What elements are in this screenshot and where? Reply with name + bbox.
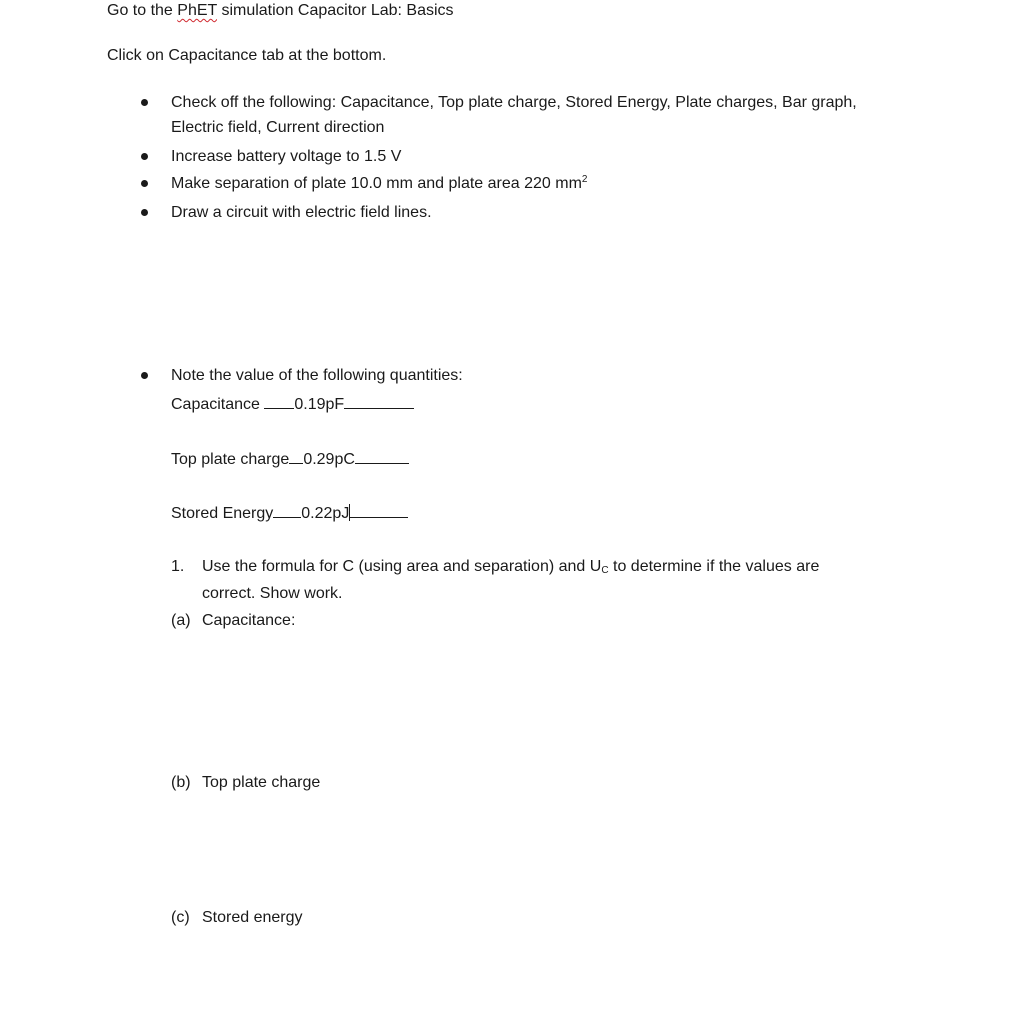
separation-text: Make separation of plate 10.0 mm and plate area 220 mm bbox=[171, 175, 582, 192]
part-b-label: (b) bbox=[171, 774, 191, 791]
bullet-voltage: Increase battery voltage to 1.5 V bbox=[171, 148, 402, 165]
instruction-text: Click on Capacitance tab at the bottom. bbox=[107, 47, 387, 64]
capacitance-row bbox=[171, 393, 414, 415]
bullet-dot bbox=[141, 99, 148, 106]
bullet-checklist-line1: Check off the following: Capacitance, Top plate charge, Stored Energy, Plate charges, Bar graph, bbox=[171, 94, 857, 111]
capacitance-label: Capacitance bbox=[171, 396, 265, 413]
blank-line bbox=[350, 502, 408, 518]
bullet-dot bbox=[141, 372, 148, 379]
part-c-label: (c) bbox=[171, 909, 190, 926]
part-c-text: Stored energy bbox=[202, 909, 303, 926]
title-prefix: Go to the bbox=[107, 2, 178, 19]
blank-line bbox=[344, 393, 414, 409]
page-title bbox=[107, 1, 454, 21]
part-a-text: Capacitance: bbox=[202, 612, 296, 629]
bullet-draw-circuit: Draw a circuit with electric field lines. bbox=[171, 204, 432, 221]
question-text-b: to determine if the values are bbox=[608, 558, 820, 575]
part-b-text: Top plate charge bbox=[202, 774, 321, 791]
blank-line bbox=[289, 448, 303, 464]
energy-row bbox=[171, 502, 408, 524]
uc-subscript: C bbox=[601, 565, 609, 576]
bullet-dot bbox=[141, 153, 148, 160]
question-line1 bbox=[202, 557, 819, 577]
bullet-dot bbox=[141, 180, 148, 187]
question-number: 1. bbox=[171, 558, 185, 575]
blank-line bbox=[264, 393, 294, 409]
phet-word: PhET bbox=[177, 2, 217, 19]
bullet-separation bbox=[171, 174, 587, 194]
blank-line bbox=[355, 448, 409, 464]
top-charge-row bbox=[171, 448, 409, 470]
energy-label: Stored Energy bbox=[171, 505, 274, 522]
question-text-a: Use the formula for C (using area and separation) and U bbox=[202, 558, 602, 575]
bullet-note-values: Note the value of the following quantities: bbox=[171, 367, 463, 384]
bullet-dot bbox=[141, 209, 148, 216]
top-charge-label: Top plate charge bbox=[171, 451, 290, 468]
capacitance-value: 0.19pF bbox=[294, 396, 345, 413]
title-suffix: simulation Capacitor Lab: Basics bbox=[217, 2, 454, 19]
blank-line bbox=[273, 502, 301, 518]
part-a-label: (a) bbox=[171, 612, 191, 629]
area-exponent: 2 bbox=[581, 174, 588, 185]
top-charge-value: 0.29pC bbox=[303, 451, 355, 468]
bullet-checklist-line2: Electric field, Current direction bbox=[171, 119, 385, 136]
energy-value: 0.22pJ bbox=[301, 505, 350, 522]
question-line2: correct. Show work. bbox=[202, 585, 343, 602]
